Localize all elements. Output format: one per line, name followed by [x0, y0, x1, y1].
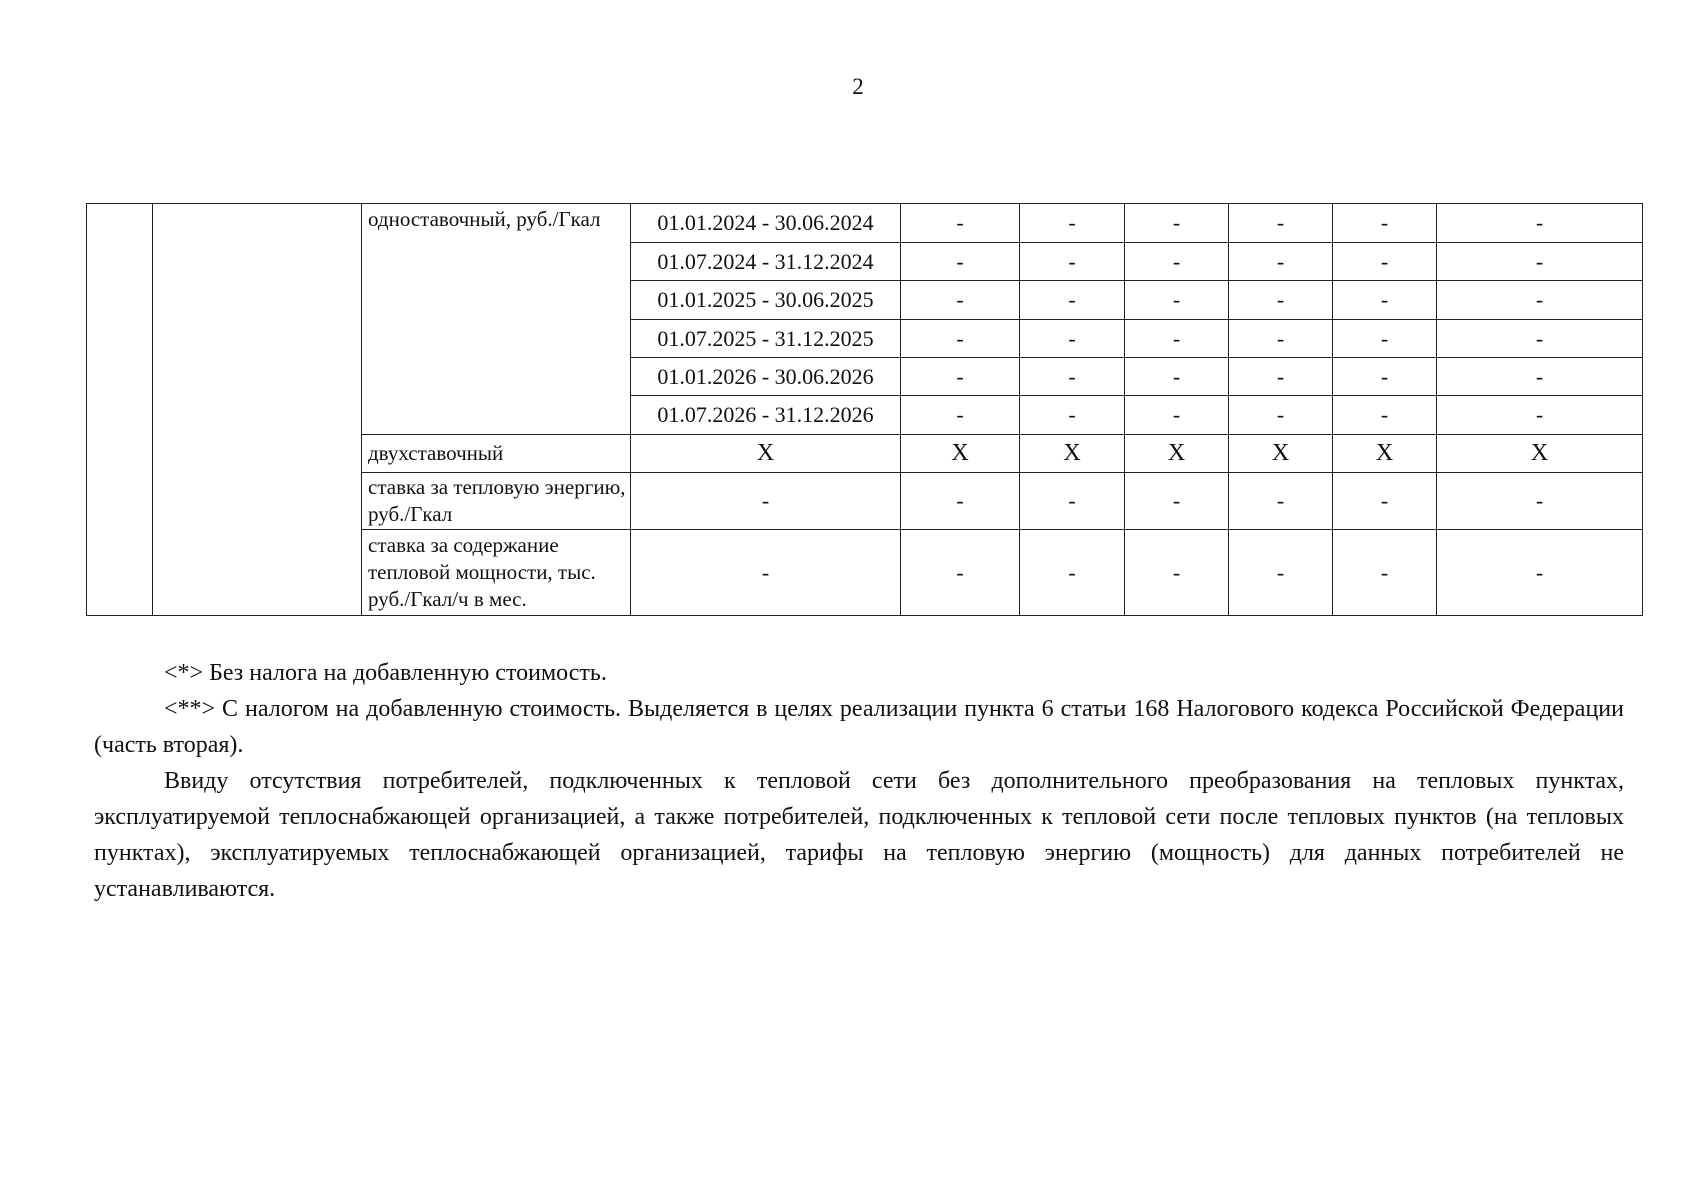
value-cell: - [1229, 530, 1333, 616]
x-cell: X [1437, 435, 1643, 473]
value-cell: - [1333, 320, 1437, 358]
value-cell: - [631, 530, 901, 616]
value-cell: - [1229, 243, 1333, 281]
value-cell: - [901, 281, 1020, 320]
capacity-rate-label: ставка за содержание тепловой мощности, тыс. руб./Гкал/ч в мес. [362, 530, 631, 616]
value-cell: - [1020, 204, 1125, 243]
period-cell: 01.07.2024 - 31.12.2024 [631, 243, 901, 281]
value-cell: - [1333, 281, 1437, 320]
note-vat-included: <**> С налогом на добавленную стоимость. Выделяется в целях реализации пункта 6 статьи 168 Налогового кодекса Российской Федерации (часть вторая). [94, 696, 1624, 758]
value-cell: - [1437, 358, 1643, 396]
number-cell [87, 204, 153, 616]
value-cell: - [1125, 473, 1229, 530]
value-cell: - [901, 530, 1020, 616]
note-vat-excluded: <*> Без налога на добавленную стоимость. [164, 660, 607, 686]
period-cell: 01.01.2026 - 30.06.2026 [631, 358, 901, 396]
value-cell: - [1125, 530, 1229, 616]
value-cell: - [1125, 358, 1229, 396]
value-cell: - [1333, 243, 1437, 281]
x-cell: X [1229, 435, 1333, 473]
value-cell: - [1437, 473, 1643, 530]
value-cell: - [1437, 530, 1643, 616]
x-cell: X [631, 435, 901, 473]
value-cell: - [1125, 320, 1229, 358]
value-cell: - [1229, 473, 1333, 530]
value-cell: - [1229, 396, 1333, 435]
value-cell: - [901, 358, 1020, 396]
x-cell: X [1125, 435, 1229, 473]
value-cell: - [1020, 243, 1125, 281]
value-cell: - [901, 204, 1020, 243]
value-cell: - [901, 320, 1020, 358]
value-cell: - [1333, 204, 1437, 243]
value-cell: - [1125, 243, 1229, 281]
value-cell: - [1333, 473, 1437, 530]
value-cell: - [1020, 320, 1125, 358]
value-cell: - [1333, 396, 1437, 435]
organization-cell [153, 204, 362, 616]
value-cell: - [1229, 281, 1333, 320]
value-cell: - [1125, 281, 1229, 320]
notes [94, 655, 1624, 907]
tariff-table [86, 203, 1643, 616]
value-cell: - [1333, 530, 1437, 616]
value-cell: - [1020, 396, 1125, 435]
value-cell: - [1020, 281, 1125, 320]
value-cell: - [1437, 281, 1643, 320]
two-rate-label: двухставочный [362, 435, 631, 473]
value-cell: - [1437, 396, 1643, 435]
value-cell: - [1437, 204, 1643, 243]
period-cell: 01.07.2025 - 31.12.2025 [631, 320, 901, 358]
value-cell: - [1437, 320, 1643, 358]
value-cell: - [1020, 473, 1125, 530]
value-cell: - [1437, 243, 1643, 281]
value-cell: - [1333, 358, 1437, 396]
value-cell: - [1020, 358, 1125, 396]
value-cell: - [901, 473, 1020, 530]
x-cell: X [901, 435, 1020, 473]
table-row [87, 204, 1643, 243]
value-cell: - [901, 243, 1020, 281]
page-number: 2 [852, 74, 864, 99]
value-cell: - [1229, 358, 1333, 396]
value-cell: - [1020, 530, 1125, 616]
period-cell: 01.07.2026 - 31.12.2026 [631, 396, 901, 435]
heat-rate-label: ставка за тепловую энергию, руб./Гкал [362, 473, 631, 530]
value-cell: - [1229, 204, 1333, 243]
x-cell: X [1020, 435, 1125, 473]
value-cell: - [1125, 396, 1229, 435]
period-cell: 01.01.2024 - 30.06.2024 [631, 204, 901, 243]
period-cell: 01.01.2025 - 30.06.2025 [631, 281, 901, 320]
value-cell: - [1229, 320, 1333, 358]
tariff-explanation: Ввиду отсутствия потребителей, подключенных к тепловой сети без дополнительного преобразования на тепловых пунктах, эксплуатируемой теплоснабжающей организацией, а также потребителей, подключенных к тепловой сети после тепловых пунктов (на тепловых пунктах), эксплуатируемых теплоснабжающей организацией, тарифы на тепловую энергию (мощность) для данных потребителей не устанавливаются. [94, 768, 1624, 902]
x-cell: X [1333, 435, 1437, 473]
value-cell: - [1125, 204, 1229, 243]
one-rate-label: одноставочный, руб./Гкал [362, 204, 631, 435]
value-cell: - [631, 473, 901, 530]
value-cell: - [901, 396, 1020, 435]
